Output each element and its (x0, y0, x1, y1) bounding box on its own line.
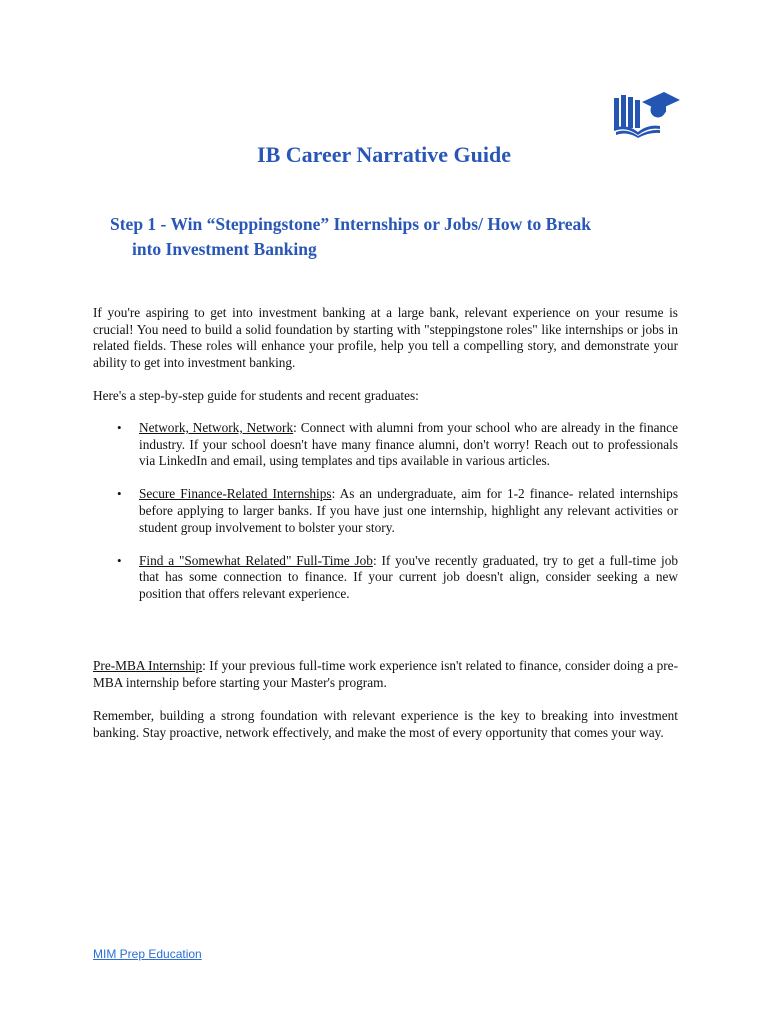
list-item (93, 486, 678, 536)
bullet-title: Find a "Somewhat Related" Full-Time Job (139, 552, 373, 568)
step-heading-line1: Step 1 - Win “Steppingstone” Internships or Jobs/ How to Break (110, 214, 592, 234)
pre-mba-text: : If your previous full-time work experience isn't related to finance, consider doing a pre-MBA internship before starting your Master's program. (93, 658, 679, 690)
closing-paragraph: Remember, building a strong foundation with relevant experience is the key to breaking into investment banking. Stay proactive, network effectively, and make the most of every opportunity that comes your way. (93, 708, 678, 740)
guide-lead-paragraph: Here's a step-by-step guide for students and recent graduates: (93, 388, 419, 403)
bullet-list (93, 420, 678, 619)
intro-paragraph: If you're aspiring to get into investment banking at a large bank, relevant experience on your resume is crucial! You need to build a solid foundation by starting with "steppingstone roles" like internships or jobs in related fields. These roles will enhance your profile, help you tell a compelling story, and demonstrate your ability to get into investment banking. (93, 305, 678, 370)
footer-link[interactable]: MIM Prep Education (93, 947, 202, 961)
list-item (93, 420, 678, 470)
step-heading (110, 212, 710, 262)
bullet-marker: • (117, 552, 122, 568)
step-heading-line2: into Investment Banking (132, 239, 317, 259)
document-title: IB Career Narrative Guide (257, 142, 511, 167)
bullet-text: : If you've recently graduated, try to get a full-time job that has some connection to finance. If your current job doesn't align, consider seeking a new position that offers relevant experience. (139, 552, 678, 601)
bullet-text: : Connect with alumni from your school who are already in the finance industry. If your school doesn't have many finance alumni, don't worry! Reach out to professionals via LinkedIn and email, using templates and tips available in various articles. (139, 420, 678, 469)
bullet-marker: • (117, 420, 122, 435)
bullet-title: Network, Network, Network (139, 420, 294, 435)
bullet-text: : As an undergraduate, aim for 1-2 finance- related internships before applying to larger banks. If you have just one internship, highlight any relevant activities or student group involvement to bolster your story. (139, 486, 679, 535)
pre-mba-title: Pre-MBA Internship (93, 658, 203, 673)
bullet-marker: • (117, 486, 122, 502)
books-graduation-cap-icon (612, 88, 680, 138)
bullet-title: Secure Finance-Related Internships (139, 486, 332, 502)
pre-mba-paragraph (93, 658, 678, 691)
list-item (93, 553, 678, 603)
